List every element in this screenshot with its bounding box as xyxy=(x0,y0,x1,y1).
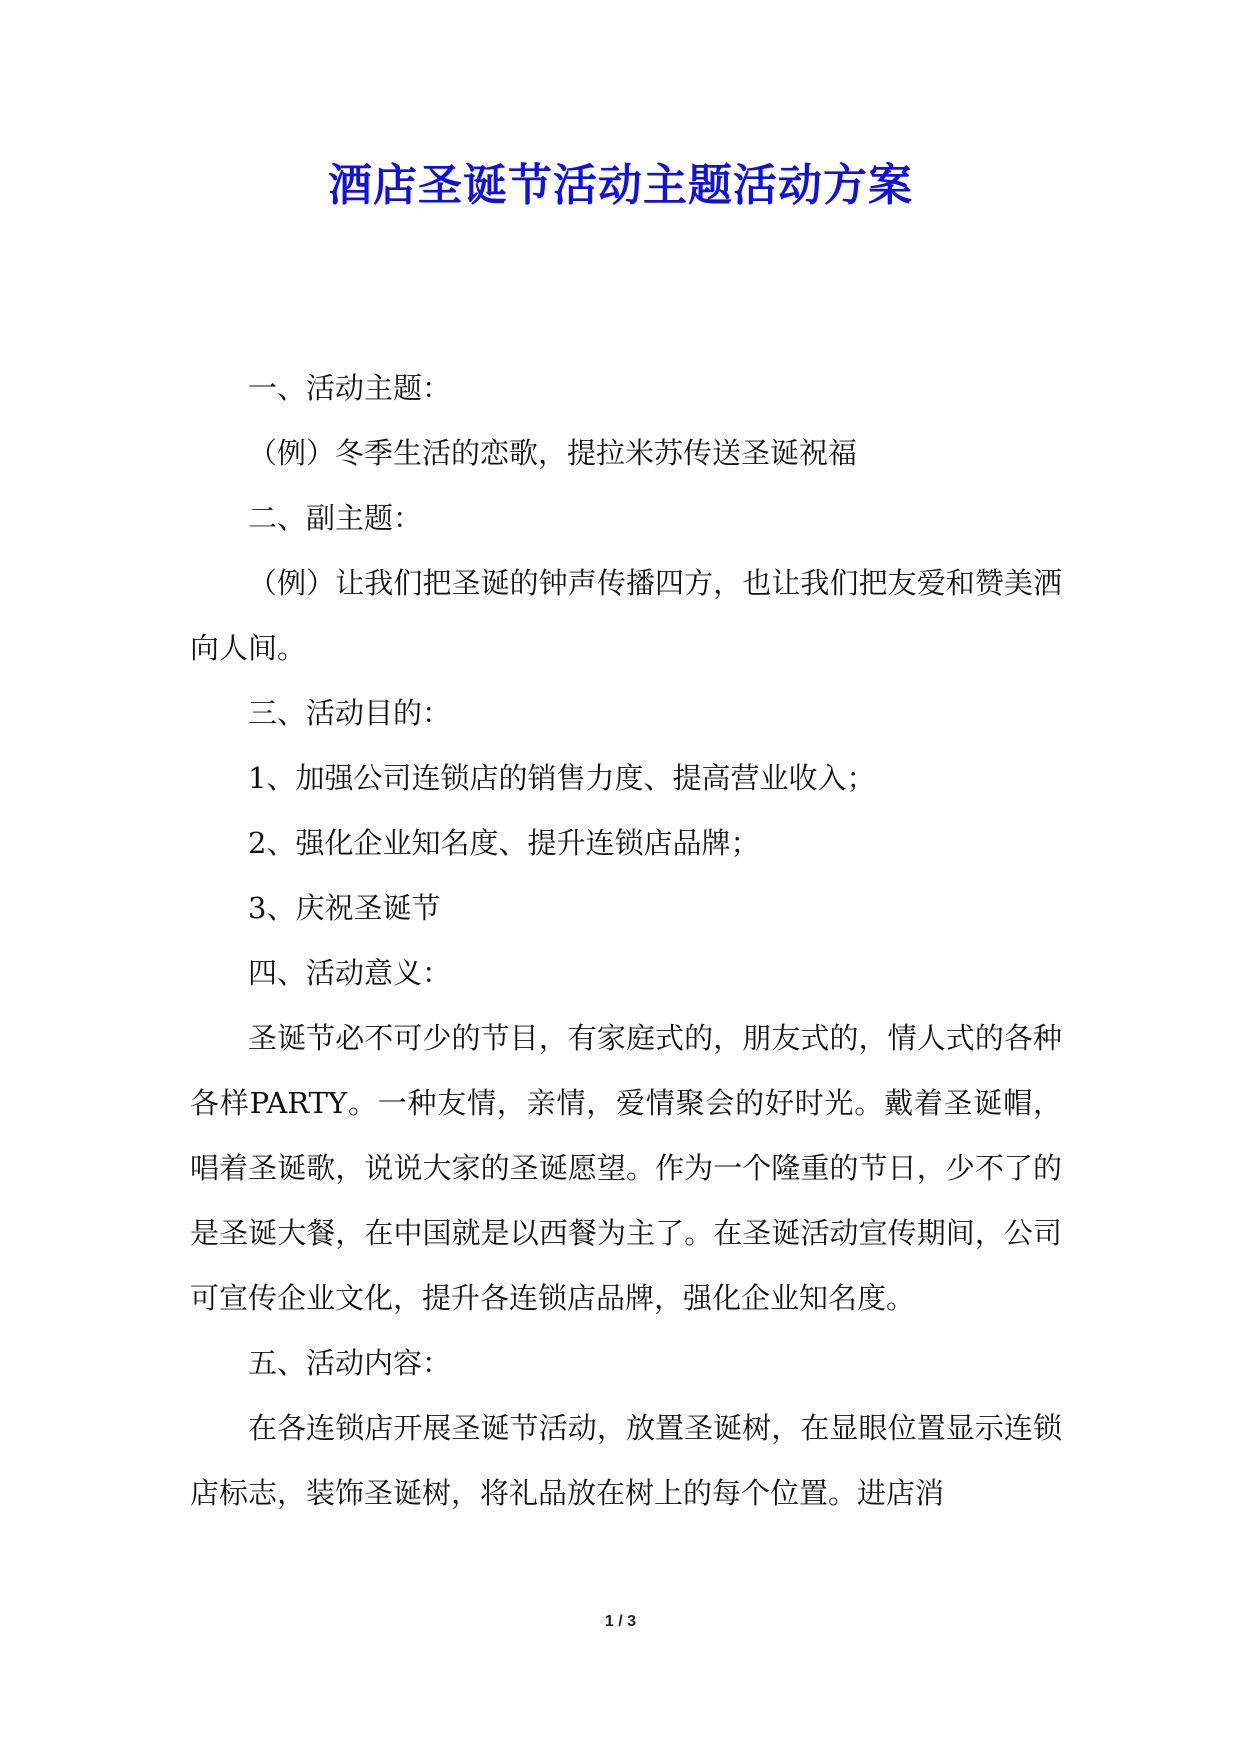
section-heading-purpose: 三、活动目的： xyxy=(248,696,452,730)
page-number: 1 / 3 xyxy=(604,1613,637,1630)
section-heading-significance: 四、活动意义： xyxy=(248,956,452,990)
list-item-purpose-3: 3、庆祝圣诞节 xyxy=(248,891,441,925)
list-item-purpose-1: 1、加强公司连锁店的销售力度、提高营业收入； xyxy=(248,761,876,795)
paragraph-content: 在各连锁店开展圣诞节活动，放置圣诞树，在显眼位置显示连锁店标志，装饰圣诞树，将礼品放在树上的每个位置。进店消 xyxy=(190,1411,1062,1510)
document-title: 酒店圣诞节活动主题活动方案 xyxy=(328,160,913,211)
section-heading-content: 五、活动内容： xyxy=(248,1346,452,1380)
paragraph-subtheme-example: （例）让我们把圣诞的钟声传播四方，也让我们把友爱和赞美洒向人间。 xyxy=(190,566,1062,665)
document-body xyxy=(190,356,1062,1526)
paragraph-theme-example: （例）冬季生活的恋歌，提拉米苏传送圣诞祝福 xyxy=(248,436,858,470)
paragraph-significance: 圣诞节必不可少的节目，有家庭式的，朋友式的，情人式的各种各样PARTY。一种友情，亲情，爱情聚会的好时光。戴着圣诞帽，唱着圣诞歌，说说大家的圣诞愿望。作为一个隆重的节日，少不了的是圣诞大餐，在中国就是以西餐为主了。在圣诞活动宣传期间，公司可宣传企业文化，提升各连锁店品牌，强化企业知名度。 xyxy=(190,1021,1062,1315)
section-heading-theme: 一、活动主题： xyxy=(248,371,452,405)
section-heading-subtheme: 二、副主题： xyxy=(248,501,423,535)
list-item-purpose-2: 2、强化企业知名度、提升连锁店品牌； xyxy=(248,826,760,860)
